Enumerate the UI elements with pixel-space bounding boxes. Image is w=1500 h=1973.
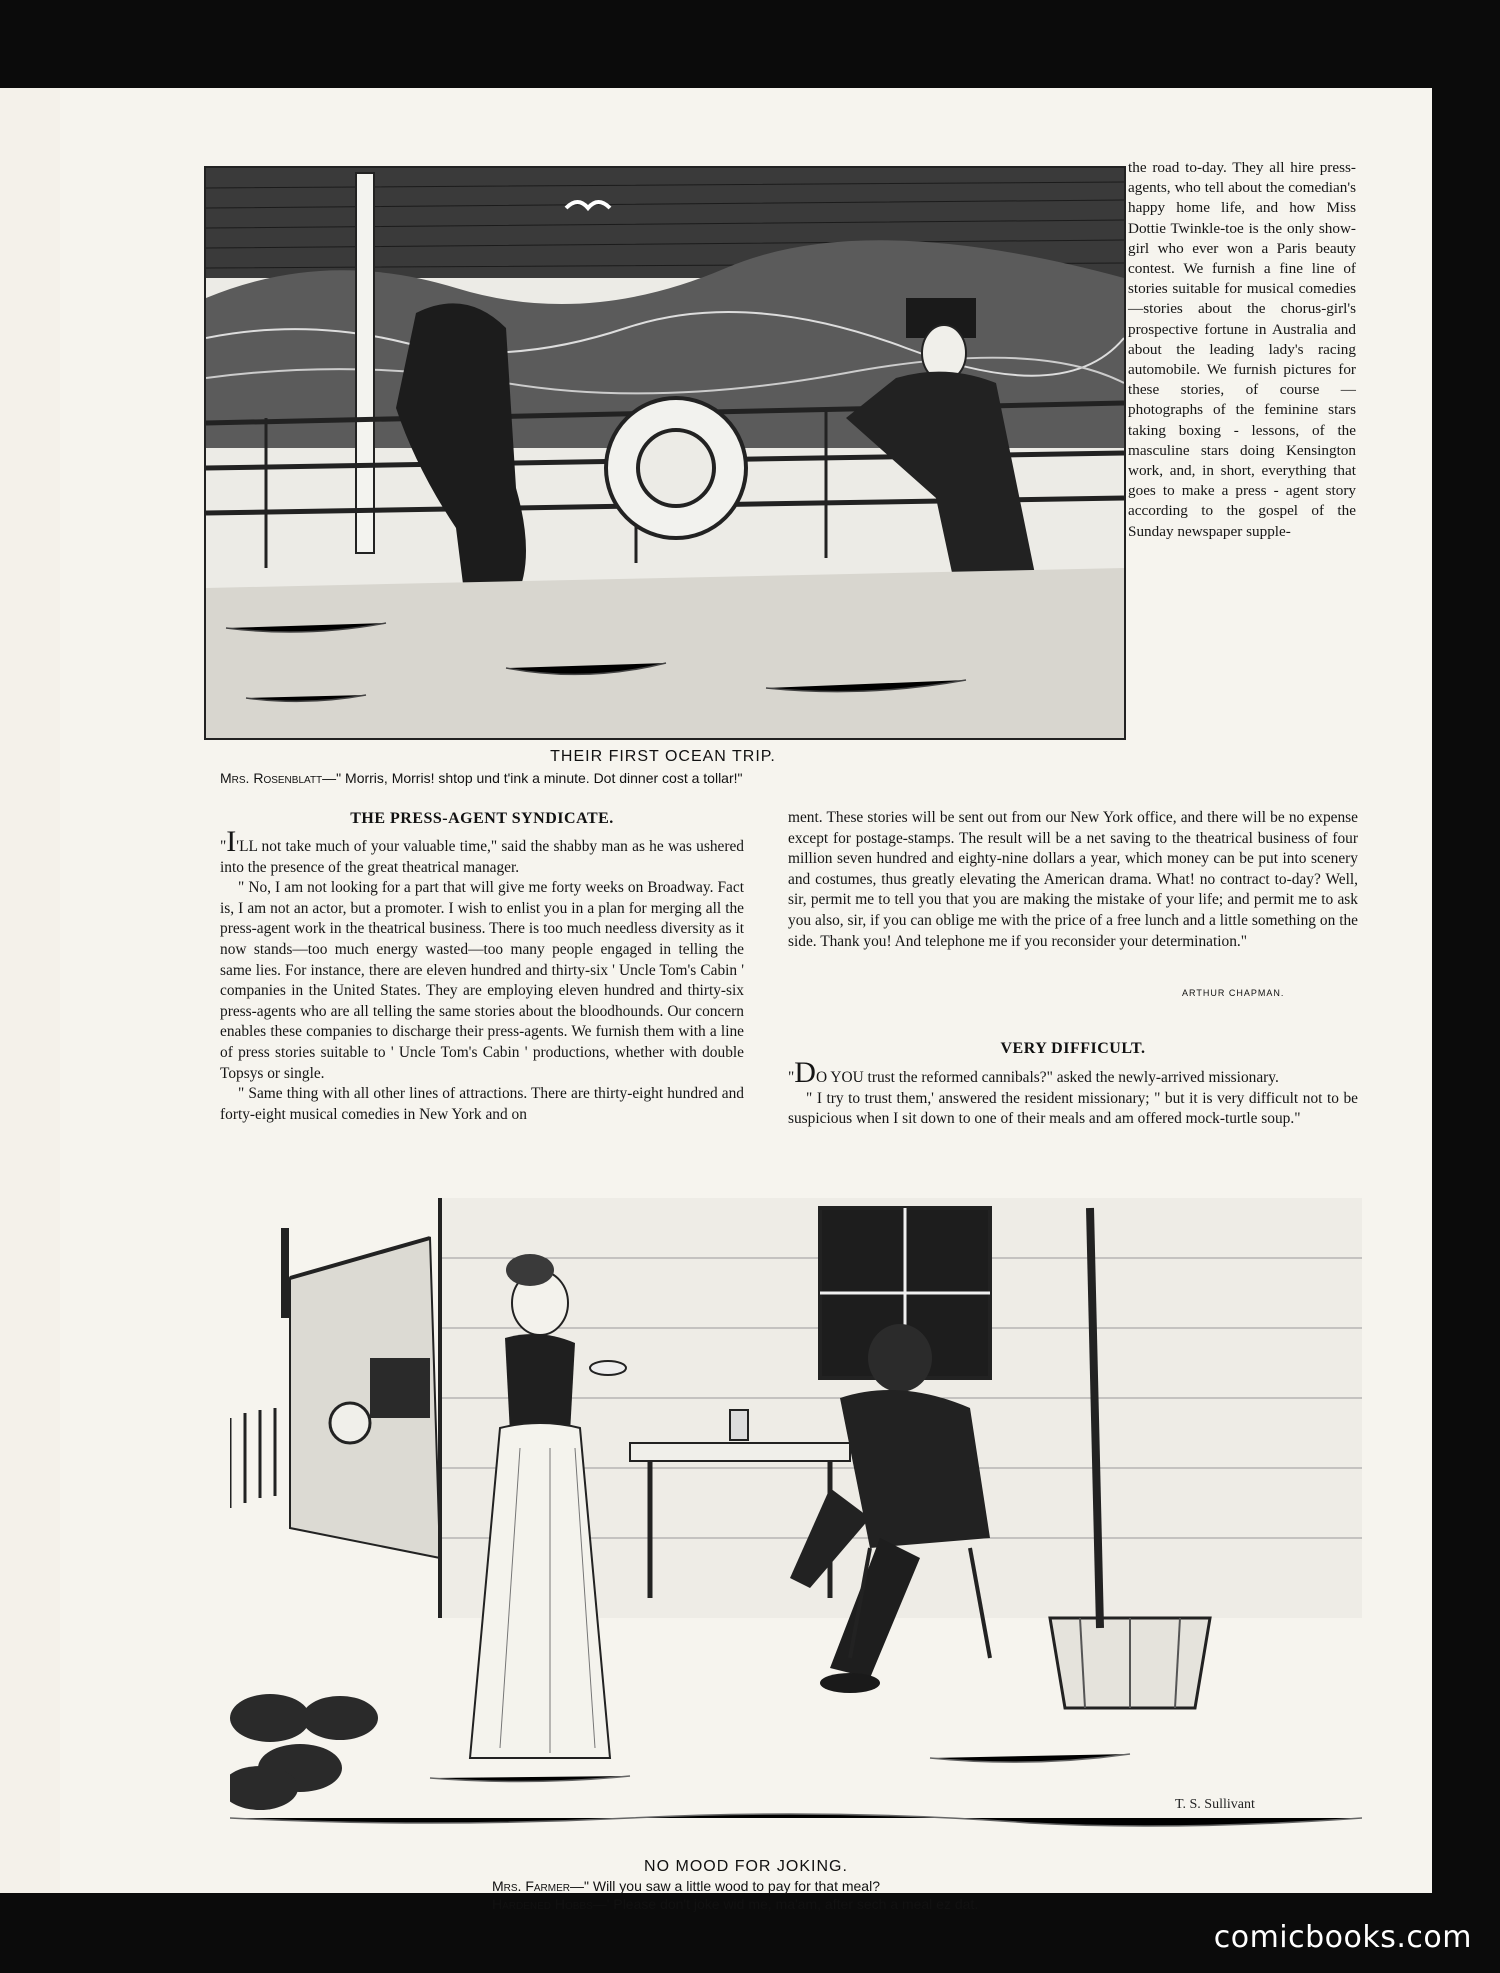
watermark-logo: comicbooks.com — [1213, 1920, 1472, 1955]
bottom-caption-title: NO MOOD FOR JOKING. — [644, 1858, 848, 1875]
artist-signature: T. S. Sullivant — [1175, 1797, 1255, 1812]
very-difficult-heading: VERY DIFFICULT. — [1000, 1040, 1146, 1057]
ocean-trip-illustration — [204, 166, 1126, 740]
dropcap-d: D — [794, 1056, 816, 1089]
byline-arthur-chapman: ARTHUR CHAPMAN. — [1182, 988, 1285, 998]
sidebar-text: the road to-day. They all hire press-agents, who tell about the comedian's happy home life, and how Miss Dottie Twinkle-toe is the only show-girl who ever won a Paris beauty contest. We furnish a fine line of stories suitable for musical comedies—stories about the chorus-girl's prospective fortune in Australia and about the leading lady's racing automobile. We furnish pictures for these stories, of course — photographs of the feminine stars taking boxing - lessons, of the masculine stars doing Kensington work, and, in short, everything that goes to make a press - agent story according to the gospel of the Sunday newspaper supple- — [1128, 159, 1356, 540]
bottom-caption-line-1: Mrs. Farmer—" Will you saw a little wood to pay for that meal? — [492, 1878, 880, 1894]
press-agent-column-2 — [788, 808, 1358, 952]
sidebar-column — [1128, 158, 1356, 542]
article1-paragraph-3: " Same thing with all other lines of attractions. There are thirty-eight hundred and forty-eight musical comedies in New York and on — [220, 1085, 744, 1123]
top-caption-title: THEIR FIRST OCEAN TRIP. — [550, 748, 776, 765]
facing-page-edge — [0, 88, 63, 1893]
speaker-hardened-hobbs: Hardened Hobbs — [492, 1896, 593, 1912]
dropcap-i: I — [226, 825, 237, 858]
press-agent-column-1 — [220, 825, 744, 1125]
article2-paragraph-2: " I try to trust them,' answered the resident missionary; " but it is very difficult not to be suspicious when I sit down to one of their meals and am offered mock-turtle soup." — [788, 1089, 1358, 1128]
bottom-caption-line-2: Hardened Hobbs—' Please don't joke wid me, ma'am, after sech a meal ez dat. — [492, 1896, 979, 1912]
very-difficult-column — [788, 1056, 1358, 1130]
article1-continued: ment. These stories will be sent out from our New York office, and there will be no expense except for postage-stamps. The result will be a net saving to the theatrical business of four million seven hundred and eighty-nine dollars a year, which money can be put into scenery and costumes, thus greatly elevating the American drama. What! no contract to-day? Well, sir, permit me to tell you that you are making the mistake of your life; and permit me to ask you also, sir, if you can oblige me with the price of a free lunch and a little something on the side. Thank you! And telephone me if you reconsider your determination." — [788, 809, 1358, 950]
speaker-mrs-farmer: Mrs. Farmer — [492, 1878, 570, 1894]
dialogue-line: —" Morris, Morris! shtop und t'ink a minute. Dot dinner cost a tollar!" — [322, 770, 743, 786]
magazine-page — [60, 88, 1432, 1912]
press-agent-heading: THE PRESS-AGENT SYNDICATE. — [350, 810, 614, 827]
article1-paragraph-2: " No, I am not looking for a part that will give me forty weeks on Broadway. Fact is, I am not an actor, but a promoter. I wish to enlist you in a plan for merging all the press-agent work in the theatrical business. There is too much needless diversity as it now stands—too much energy wasted—too many people engaged in telling the same lies. For instance, there are eleven hundred and thirty-six ' Uncle Tom's Cabin ' companies in the United States. They are employing eleven hundred and thirty-six press-agents who are all telling the same stories about the bloodhounds. Our concern enables these companies to discharge their press-agents. We furnish them with a line of press stories suitable to ' Uncle Tom's Cabin ' productions, whether with double Topsys or single. — [220, 879, 744, 1082]
top-caption-dialogue — [220, 770, 743, 786]
article1-paragraph-1: "I'LL not take much of your valuable time," said the shabby man as he was ushered into the presence of the great theatrical manager. — [220, 825, 744, 876]
article2-paragraph-1: "DO YOU trust the reformed cannibals?" asked the newly-arrived missionary. — [788, 1056, 1279, 1089]
no-mood-illustration — [230, 1198, 1362, 1843]
speaker-mrs-rosenblatt: Mrs. Rosenblatt — [220, 770, 323, 786]
